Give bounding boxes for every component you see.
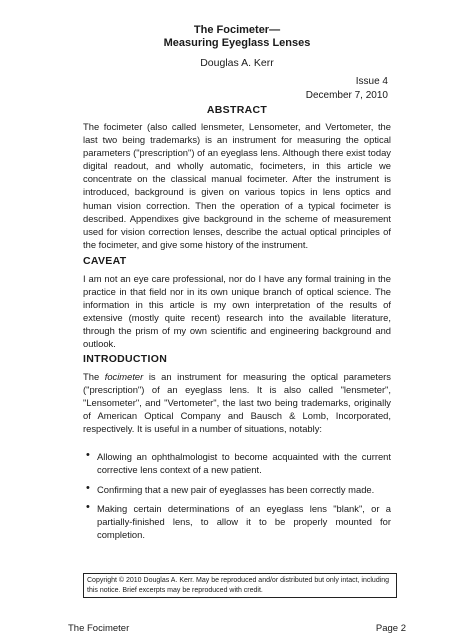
intro-text-lead: The <box>83 371 105 382</box>
intro-term-focimeter: focimeter <box>104 371 144 382</box>
list-item-text: Allowing an ophthalmologist to become acquainted with the current corrective lens context of a new patient. <box>97 451 391 476</box>
title-line-1: The Focimeter— <box>193 24 281 36</box>
introduction-body <box>83 370 391 435</box>
issue-number: Issue 4 <box>355 76 388 87</box>
footer-page-number: Page 2 <box>375 623 406 634</box>
list-item-text: Confirming that a new pair of eyeglasses has been correctly made. <box>97 484 375 495</box>
author: Douglas A. Kerr <box>200 57 274 69</box>
copyright-notice: Copyright © 2010 Douglas A. Kerr. May be reproduced and/or distributed but only intact, including this notice. Brief excerpts may be reproduced with credit. <box>83 573 397 598</box>
abstract-heading: ABSTRACT <box>206 104 268 116</box>
caveat-body: I am not an eye care professional, nor do I have any formal training in the practice in that field nor in its own unique branch of optical science. The information in this article is my own interpretation of the results of extensive (mostly quite recent) research into the available literature, through the prism of my own scientific and engineering background and outlook. <box>83 273 391 350</box>
issue-block <box>306 75 388 103</box>
bullet-icon: • <box>86 449 90 461</box>
caveat-heading: CAVEAT <box>83 255 127 267</box>
introduction-heading: INTRODUCTION <box>83 353 168 365</box>
bullet-icon: • <box>86 482 90 494</box>
abstract-body: The focimeter (also called lensmeter, Lensometer, and Vertometer, the last two being trademarks) is an instrument for measuring the optical parameters ("prescription") of an eyeglass lens. Although there exist today digital readout, and wholly automatic, focimeters, in this article we concentrate on the classical manual focimeter. After the instrument is introduced, background is given on various topics in lens optics and human vision correction. Then the operation of a typical focimeter is described. Appendixes give background in the scheme of measurement used for vision correction lenses, describe the actual optical principles of the focimeter, and give some history of the instrument. <box>83 121 391 250</box>
footer-title: The Focimeter <box>68 623 130 634</box>
intro-text-rest: is an instrument for measuring the optical parameters ("prescription") of an eyeglass lens. It is also called "lensmeter", "Lensometer", and "Vertometer", the last two being trademarks, originally of American Optical Company and Bausch & Lomb, Incorporated, respectively. It is useful in a number of situations, notably: <box>83 371 391 435</box>
list-item-text: Making certain determinations of an eyeglass lens "blank", or a partially-finished lens, to allow it to be properly mounted for completion. <box>97 503 391 541</box>
document-title <box>0 24 474 50</box>
title-line-2: Measuring Eyeglass Lenses <box>163 37 311 49</box>
issue-date: December 7, 2010 <box>305 90 388 101</box>
bullet-icon: • <box>86 501 90 513</box>
